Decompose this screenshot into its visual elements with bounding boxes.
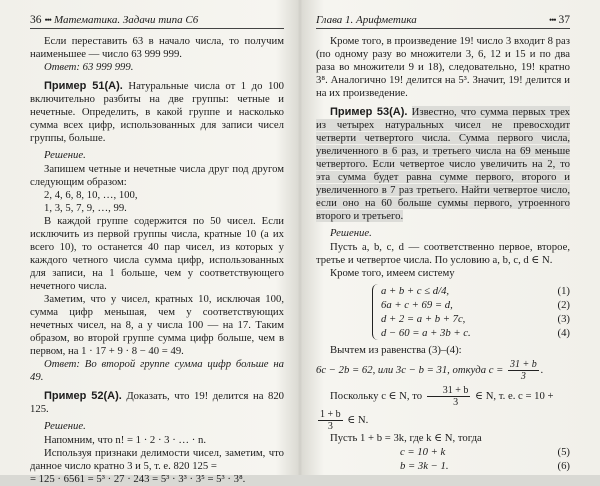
system-equation-2: 6a + c + 69 = d, (2) [381, 299, 570, 311]
example-51-title: Пример 51(А). [44, 80, 123, 92]
subtract-step: Вычтем из равенства (3)–(4): [330, 344, 462, 356]
continuation-paragraph: Кроме того, в произведение 19! число 3 входит 8 раз (по одному разу во множители 3, 6, 12 и 15 и по два раза во множители 9 и 18), следовательно, 19! кратно 3⁸. Аналогично 19! делится на 5³. Значит, 19! делится и на их произведение. [316, 35, 570, 99]
factorization-line: = 125 · 6561 = 5³ · 27 · 243 = 5³ · 3³ · 3⁵ = 5³ · 3⁸. [30, 473, 246, 485]
equation-6: b = 3k − 1. (6) [400, 460, 570, 472]
example-51 [30, 80, 284, 145]
derivation-natural: Поскольку c ∈ N, то $\frac{31 + b}{3}$ ∈ N, т. е. c = 10 + [330, 385, 554, 409]
solution-paragraph: Используя признаки делимости чисел, заметим, что данное число кратно 3 и 5, т. е. 820 125 = [30, 447, 284, 472]
left-page-header [30, 14, 284, 29]
odd-sequence: 1, 3, 5, 7, 9, …, 99. [44, 202, 127, 214]
solution-paragraph: Заметим, что у чисел, кратных 10, исключая 100, сумма цифр меньшая, чем у соответствующих нечетных чисел, на 8, а у числа 100 — на 17. Таким образом, во второй группе сумма цифр больше, чем в первом, на 1 · 17 + 9 · 8 − 40 = 49. [30, 293, 284, 357]
solution-label: Решение. [44, 149, 86, 161]
left-page [0, 0, 300, 485]
fraction: $\frac{31 + b}{3}$ [510, 359, 537, 383]
example-53-title: Пример 53(А). [330, 106, 408, 118]
header-separator: ••• [44, 15, 51, 25]
intro-paragraph: Если переставить 63 в начало числа, то получим наименьшее — число 63 999 999. [30, 35, 284, 60]
system-equation-1: a + b + c ≤ d/4, (1) [381, 285, 570, 297]
example-52 [30, 390, 284, 416]
running-title: Глава 1. Арифметика [316, 14, 417, 26]
page-number: 37 [558, 14, 570, 26]
example-51-text: Натуральные числа от 1 до 100 включительно разбиты на две группы: четные и нечетные. Определить, в какой группе и насколько сумма всех цифр, использованных для записи чисел группы, больше. [30, 80, 284, 144]
even-sequence: 2, 4, 6, 8, 10, …, 100, [44, 189, 138, 201]
factorial-recall: Напомним, что n! = 1 · 2 · 3 · … · n. [44, 434, 207, 446]
derivation-condition: $\frac{1 + b}{3}$ ∈ N. [320, 409, 369, 432]
header-separator: ••• [549, 15, 556, 25]
fraction: $\frac{31 + b}{3}$ [427, 385, 471, 408]
solution-text: Запишем четные и нечетные числа друг под другом следующим образом: [30, 163, 284, 188]
derivation-c: 6c − 2b = 62, или 3c − b = 31, откуда c = $\frac{31 + b}{3}$ . [316, 359, 544, 383]
example-53 [316, 106, 570, 223]
answer-line: Ответ: Во второй группе сумма цифр больше на 49. [30, 358, 284, 383]
variables-definition: Пусть a, b, c, d — соответственно первое, второе, третье и четвертое числа. По условию a, b, c, d ∈ N. [316, 241, 570, 266]
fraction: $\frac{1 + b}{3}$ [320, 409, 341, 432]
solution-paragraph: В каждой группе содержится по 50 чисел. Если исключить из первой группы числа, кратные 10 (а их всего 10), то останется 40 пар чисел, из которых у каждого четного числа сумма цифр, использованных для записи, на 1 больше, чем у соответствующего нечетного числа. [30, 215, 284, 292]
system-equation-3: d + 2 = a + b + 7c, (3) [381, 313, 570, 325]
system-intro: Кроме того, имеем систему [330, 267, 455, 279]
example-52-text: Доказать, что 19! делится на 820 125. [30, 390, 285, 415]
equation-5: c = 10 + k (5) [400, 446, 570, 458]
example-53-text: Известно, что сумма первых трех из четырех натуральных чисел не превосходит четверти четвертого числа. Сумма первого числа, увеличенного в 6 раз, и третьего числа на 69 меньше четвертого. Если четвертое число увеличить на 2, то эта сумма будет равна сумме первого, второго и увеличенного в 7 раз третьего. Найти четвертое число, если оно на 60 больше суммы первого, утроенного второго и третьего. [316, 106, 571, 222]
system-equation-4: d − 60 = a + 3b + c. (4) [381, 327, 570, 339]
right-page [300, 0, 600, 475]
right-page-header [316, 14, 570, 29]
equation-system [372, 284, 570, 340]
page-number: 36 [30, 14, 42, 26]
derived-equations [400, 445, 570, 473]
solution-label: Решение. [44, 420, 86, 432]
substitution-step: Пусть 1 + b = 3k, где k ∈ N, тогда [330, 432, 482, 444]
example-52-title: Пример 52(А). [44, 390, 122, 402]
running-title: Математика. Задачи типа С6 [53, 14, 199, 26]
answer-line: Ответ: 63 999 999. [44, 61, 134, 73]
solution-label: Решение. [330, 227, 372, 239]
